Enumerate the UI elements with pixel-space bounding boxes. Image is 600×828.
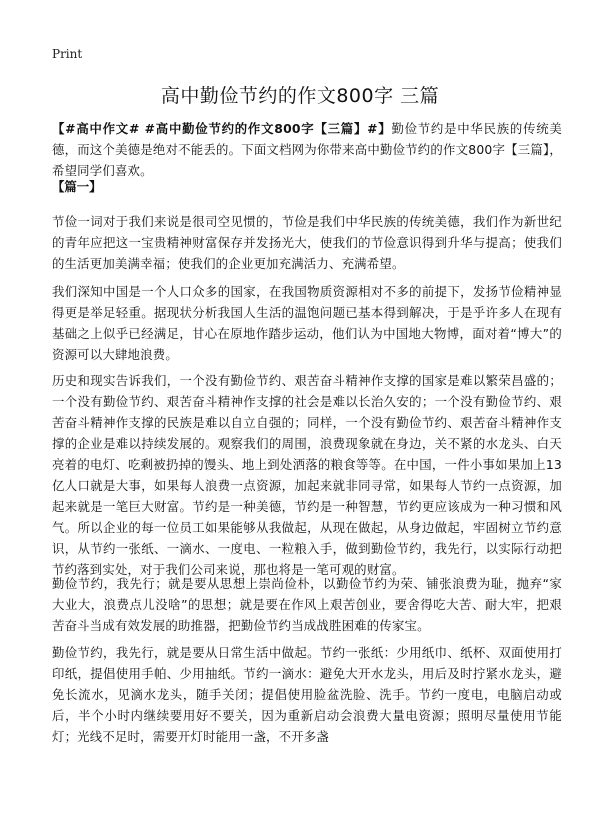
- intro-text: 勤俭节约是中华民族的传统美德，而这个美德是绝对不能丢的。下面文档网为你带来高中勤俭节约的作文800字【三篇】，希望同学们喜欢。: [52, 121, 562, 178]
- paragraph-1: 节俭一词对于我们来说是很司空见惯的，节俭是我们中华民族的传统美德，我们作为新世纪的青年应把这一宝贵精神财富保存并发扬光大，使我们的节俭意识得到升华与提高；使我们的生活更加美满幸福；使我们的企业更加充满活力、充满希望。: [52, 214, 562, 271]
- print-button[interactable]: Print: [52, 47, 83, 61]
- intro-paragraph: [52, 118, 562, 181]
- intro-tag: 【#高中作文# #高中勤俭节约的作文800字【三篇】#】: [52, 121, 392, 136]
- paragraph-2: 我们深知中国是一个人口众多的国家，在我国物质资源相对不多的前提下，发扬节俭精神显得更是举足轻重。据现状分析我国人生活的温饱问题已基本得到解决，于是乎许多人在现有基础之上似乎已经满足，甘心在原地作踏步运动，他们认为中国地大物博，面对着“博大”的资源可以大肆地浪费。: [52, 284, 562, 362]
- page-title: 高中勤俭节约的作文800字 三篇: [160, 85, 440, 107]
- paragraph-4: 勤俭节约，我先行；就是要从思想上崇尚俭朴，以勤俭节约为荣、铺张浪费为耻，抛弃“家大业大，浪费点儿没啥”的思想；就是要在作风上艰苦创业，要舍得吃大苦、耐大牢，把艰苦奋斗当成有效发展的助推器，把勤俭节约当成战胜困难的传家宝。: [52, 576, 562, 633]
- paragraph-3: 历史和现实告诉我们，一个没有勤俭节约、艰苦奋斗精神作支撑的国家是难以繁荣昌盛的；一个没有勤俭节约、艰苦奋斗精神作支撑的社会是难以长治久安的；一个没有勤俭节约、艰苦奋斗精神作支撑的民族是难以自立自强的；同样，一个没有勤俭节约、艰苦奋斗精神作支撑的企业是难以持续发展的。观察我们的周围，浪费现象就在身边，关不紧的水龙头、白天亮着的电灯、吃剩被扔掉的馒头、地上到处洒落的粮食等等。在中国，一件小事如果加上13亿人口就是大事，如果每人浪费一点资源，加起来就非同寻常，如果每人节约一点资源，加起来就是一笔巨大财富。节约是一种美德，节约是一种智慧，节约更应该成为一种习惯和风气。所以企业的每一位员工如果能够从我做起，从现在做起，从身边做起，牢固树立节约意识，从节约一张纸、一滴水、一度电、一粒粮入手，做到勤俭节约，我先行，以实际行动把节约落到实处，对于我们公司来说，那也将是一笔可观的财富。: [52, 373, 562, 577]
- paragraph-5: 勤俭节约，我先行，就是要从日常生活中做起。节约一张纸：少用纸巾、纸杯、双面使用打印纸，提倡使用手帕、少用抽纸。节约一滴水：避免大开水龙头，用后及时拧紧水龙头，避免长流水，见滴水龙头，随手关闭；提倡使用脸盆洗脸、洗手。节约一度电，电脑启动或后，半个小时内继续要用好不要关，因为重新启动会浪费大量电资源；照明尽量使用节能灯；光线不足时，需要开灯时能用一盏，不开多盏: [52, 645, 562, 744]
- section-heading: 【篇一】: [52, 179, 102, 194]
